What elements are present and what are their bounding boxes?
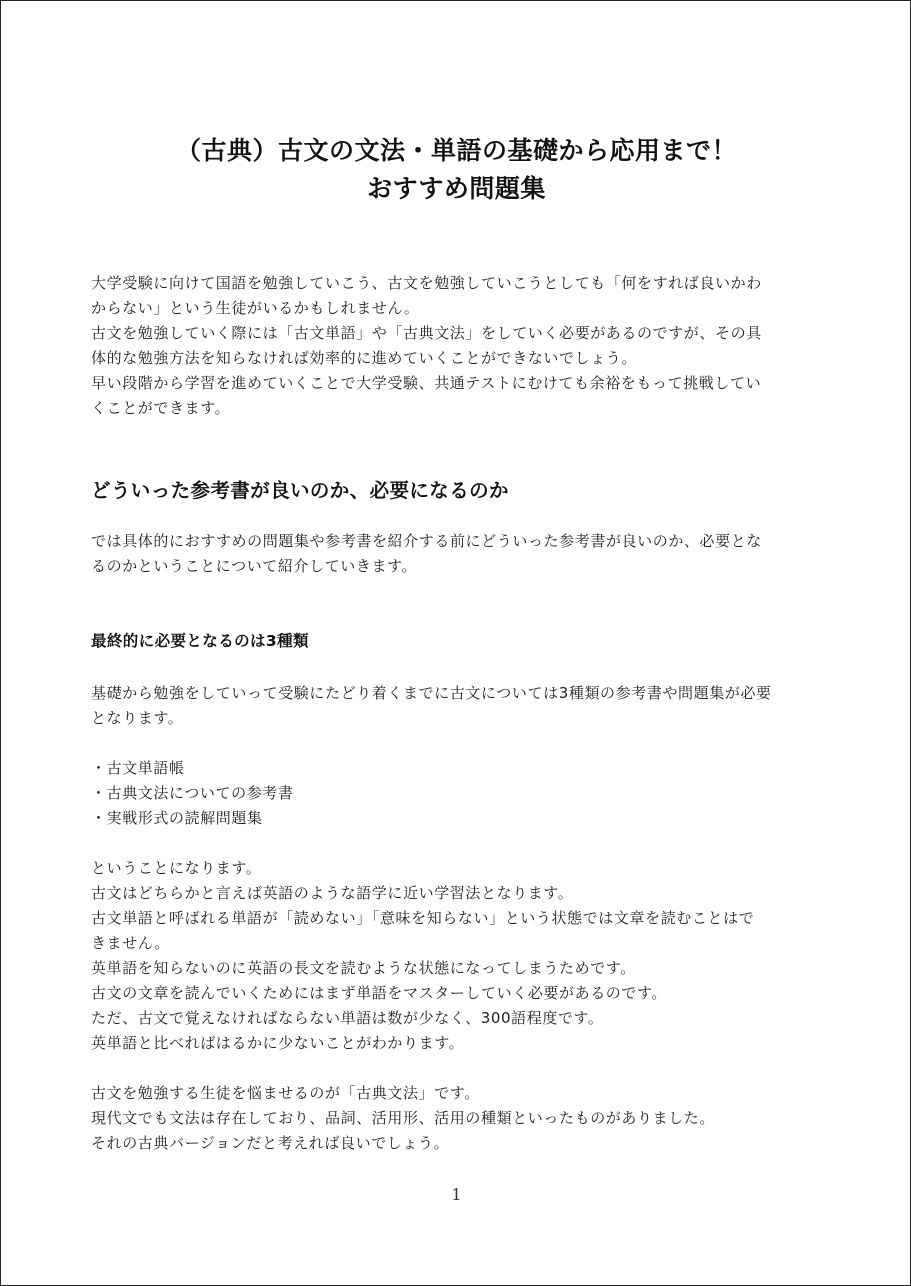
section2-closing-paragraph: [91, 1081, 826, 1156]
section1-line: では具体的におすすめの問題集や参考書を紹介する前にどういった参考書が良いのか、必要とな: [91, 532, 762, 550]
body-line: ただ、古文で覚えなければならない単語は数が少なく、300語程度です。: [91, 1009, 604, 1027]
closing-line: 古文を勉強する生徒を悩ませるのが「古典文法」です。: [91, 1084, 480, 1102]
body-line: 英単語と比べればはるかに少ないことがわかります。: [91, 1034, 465, 1052]
section2-body-paragraph: [91, 856, 826, 1056]
section2-heading: 最終的に必要となるのは3種類: [91, 632, 309, 650]
document-title: [1, 132, 911, 208]
body-line: きません。: [91, 934, 170, 952]
intro-paragraph: [91, 271, 826, 421]
body-line: 古文の文章を読んでいくためにはまず単語をマスターしていく必要があるのです。: [91, 984, 668, 1002]
intro-line: 古文を勉強していく際には「古文単語」や「古典文法」をしていく必要があるのですが、その具: [91, 324, 762, 342]
body-line: 英単語を知らないのに英語の長文を読むような状態になってしまうためです。: [91, 959, 636, 977]
closing-line: それの古典バージョンだと考えれば良いでしょう。: [91, 1134, 450, 1152]
page-number: 1: [451, 1185, 462, 1204]
list-item: ・古典文法についての参考書: [91, 784, 294, 802]
body-line: ということになります。: [91, 859, 262, 877]
title-line-1: （古典）古文の文法・単語の基礎から応用まで！: [175, 136, 737, 165]
section2-lead-line: となります。: [91, 709, 184, 727]
title-line-2: おすすめ問題集: [367, 174, 546, 203]
book-type-list: [91, 756, 826, 831]
section1-paragraph: [91, 529, 826, 579]
section1-heading: どういった参考書が良いのか、必要になるのか: [91, 479, 509, 502]
list-item: ・古文単語帳: [91, 759, 185, 777]
intro-line: 体的な勉強方法を知らなければ効率的に進めていくことができないでしょう。: [91, 349, 638, 367]
closing-line: 現代文でも文法は存在しており、品詞、活用形、活用の種類といったものがありました。: [91, 1109, 716, 1127]
intro-line: からない」という生徒がいるかもしれません。: [91, 299, 420, 317]
intro-line: 大学受験に向けて国語を勉強していこう、古文を勉強していこうとしても「何をすれば良いかわ: [91, 274, 762, 292]
section1-line: るのかということについて紹介していきます。: [91, 557, 418, 575]
body-line: 古文単語と呼ばれる単語が「読めない」「意味を知らない」という状態では文章を読むことはで: [91, 909, 755, 927]
intro-line: 早い段階から学習を進めていくことで大学受験、共通テストにむけても余裕をもって挑戦してい: [91, 374, 762, 392]
section2-lead-paragraph: [91, 681, 826, 731]
section2-lead-line: 基礎から勉強をしていって受験にたどり着くまでに古文については3種類の参考書や問題集が必要: [91, 684, 772, 702]
intro-line: くことができます。: [91, 399, 231, 417]
document-body: [91, 271, 826, 1156]
body-line: 古文はどちらかと言えば英語のような語学に近い学習法となります。: [91, 884, 574, 902]
list-item: ・実戦形式の読解問題集: [91, 809, 263, 827]
